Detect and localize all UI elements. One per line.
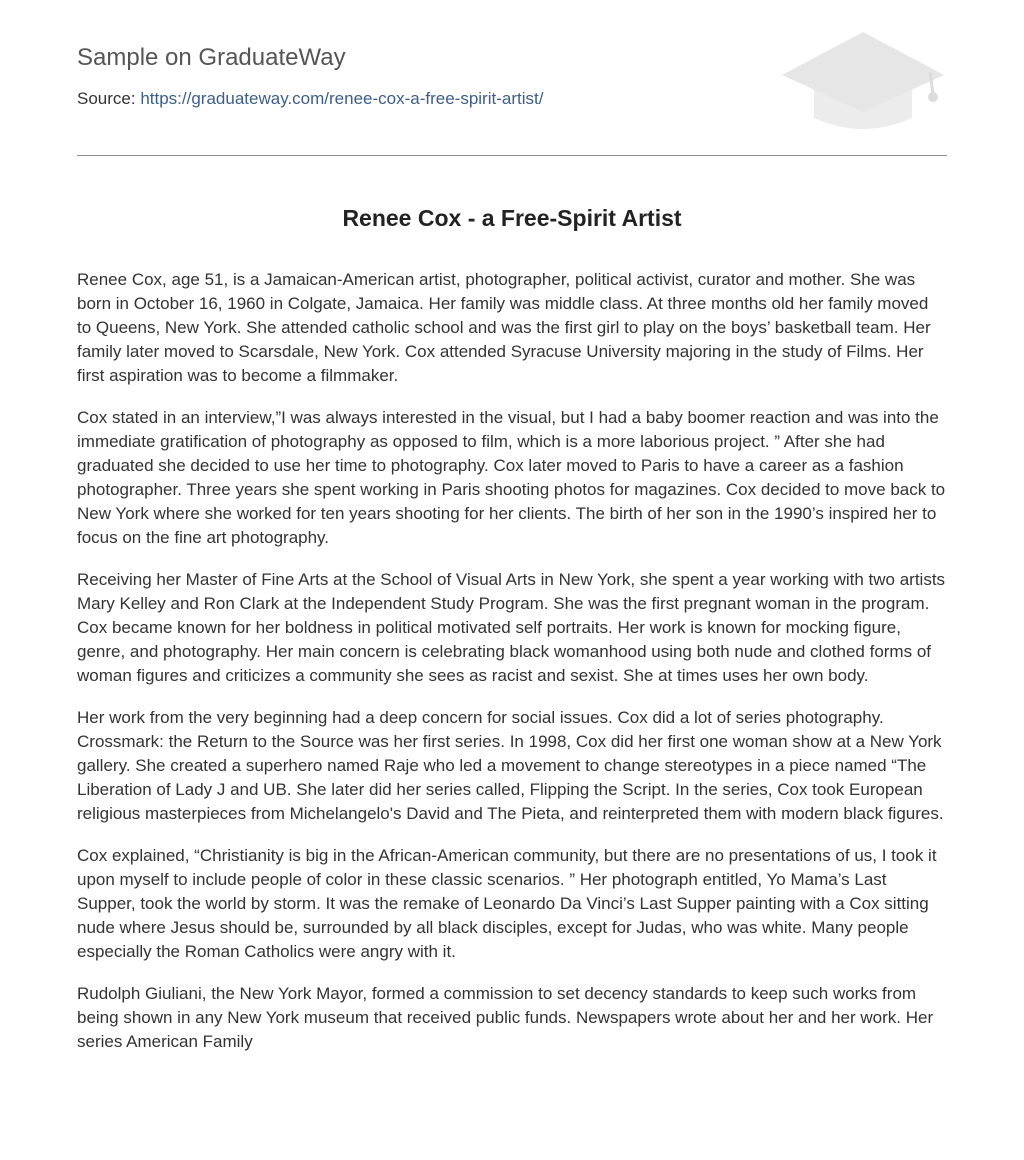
article-paragraph: Receiving her Master of Fine Arts at the School of Visual Arts in New York, she spent a year working with two artists Mary Kelley and Ron Clark at the Independent Study Program. She was the first pregnant woman in the program. Cox became known for her boldness in political motivated self portraits. Her work is known for mocking figure, genre, and photography. Her main concern is celebrating black womanhood using both nude and clothed forms of woman figures and criticizes a community she sees as racist and sexist. She at times uses her own body. — [77, 570, 946, 685]
article-paragraph: Cox stated in an interview,”I was always interested in the visual, but I had a baby boomer reaction and was into the immediate gratification of photography as opposed to film, which is a more laborious project. ” After she had graduated she decided to use her time to photography. Cox later moved to Paris to have a career as a fashion photographer. Three years she spent working in Paris shooting photos for magazines. Cox decided to move back to New York where she worked for ten years shooting for her clients. The birth of her son in the 1990’s inspired her to focus on the fine art photography. — [77, 408, 946, 547]
article-paragraph: Rudolph Giuliani, the New York Mayor, formed a commission to set decency standards to keep such works from being shown in any New York museum that received public funds. Newspapers wrote about her and her work. Her series American Family — [77, 984, 934, 1051]
source-line — [77, 89, 543, 109]
page-header — [77, 0, 947, 156]
document-title: Renee Cox - a Free-Spirit Artist — [342, 205, 682, 231]
header-divider — [77, 155, 947, 156]
article-paragraph: Cox explained, “Christianity is big in the African-American community, but there are no presentations of us, I took it upon myself to include people of color in these classic scenarios. ” Her photograph entitled, Yo Mama’s Last Supper, took the world by storm. It was the remake of Leonardo Da Vinci’s Last Supper painting with a Cox sitting nude where Jesus should be, surrounded by all black disciples, except for Judas, who was white. Many people especially the Roman Catholics were angry with it. — [77, 846, 937, 961]
article-paragraph: Renee Cox, age 51, is a Jamaican-American artist, photographer, political activist, curator and mother. She was born in October 16, 1960 in Colgate, Jamaica. Her family was middle class. At three months old her family moved to Queens, New York. She attended catholic school and was the first girl to play on the boys’ basketball team. Her family later moved to Scarsdale, New York. Cox attended Syracuse University majoring in the study of Films. Her first aspiration was to become a filmmaker. — [77, 270, 931, 385]
graduation-cap-icon — [780, 30, 946, 132]
cap-board-shape — [782, 32, 944, 112]
cap-tassel-knot — [928, 92, 938, 102]
article-body — [77, 268, 947, 1072]
site-title: Sample on GraduateWay — [77, 44, 346, 71]
source-label: Source: — [77, 89, 136, 108]
article-paragraph: Her work from the very beginning had a deep concern for social issues. Cox did a lot of series photography. Crossmark: the Return to the Source was her first series. In 1998, Cox did her first one woman show at a New York gallery. She created a superhero named Raje who led a movement to change stereotypes in a piece named “The Liberation of Lady J and UB. She later did her series called, Flipping the Script. In the series, Cox took European religious masterpieces from Michelangelo's David and The Pieta, and reinterpreted them with modern black figures. — [77, 708, 944, 823]
source-link[interactable]: https://graduateway.com/renee-cox-a-free-spirit-artist/ — [140, 89, 544, 108]
